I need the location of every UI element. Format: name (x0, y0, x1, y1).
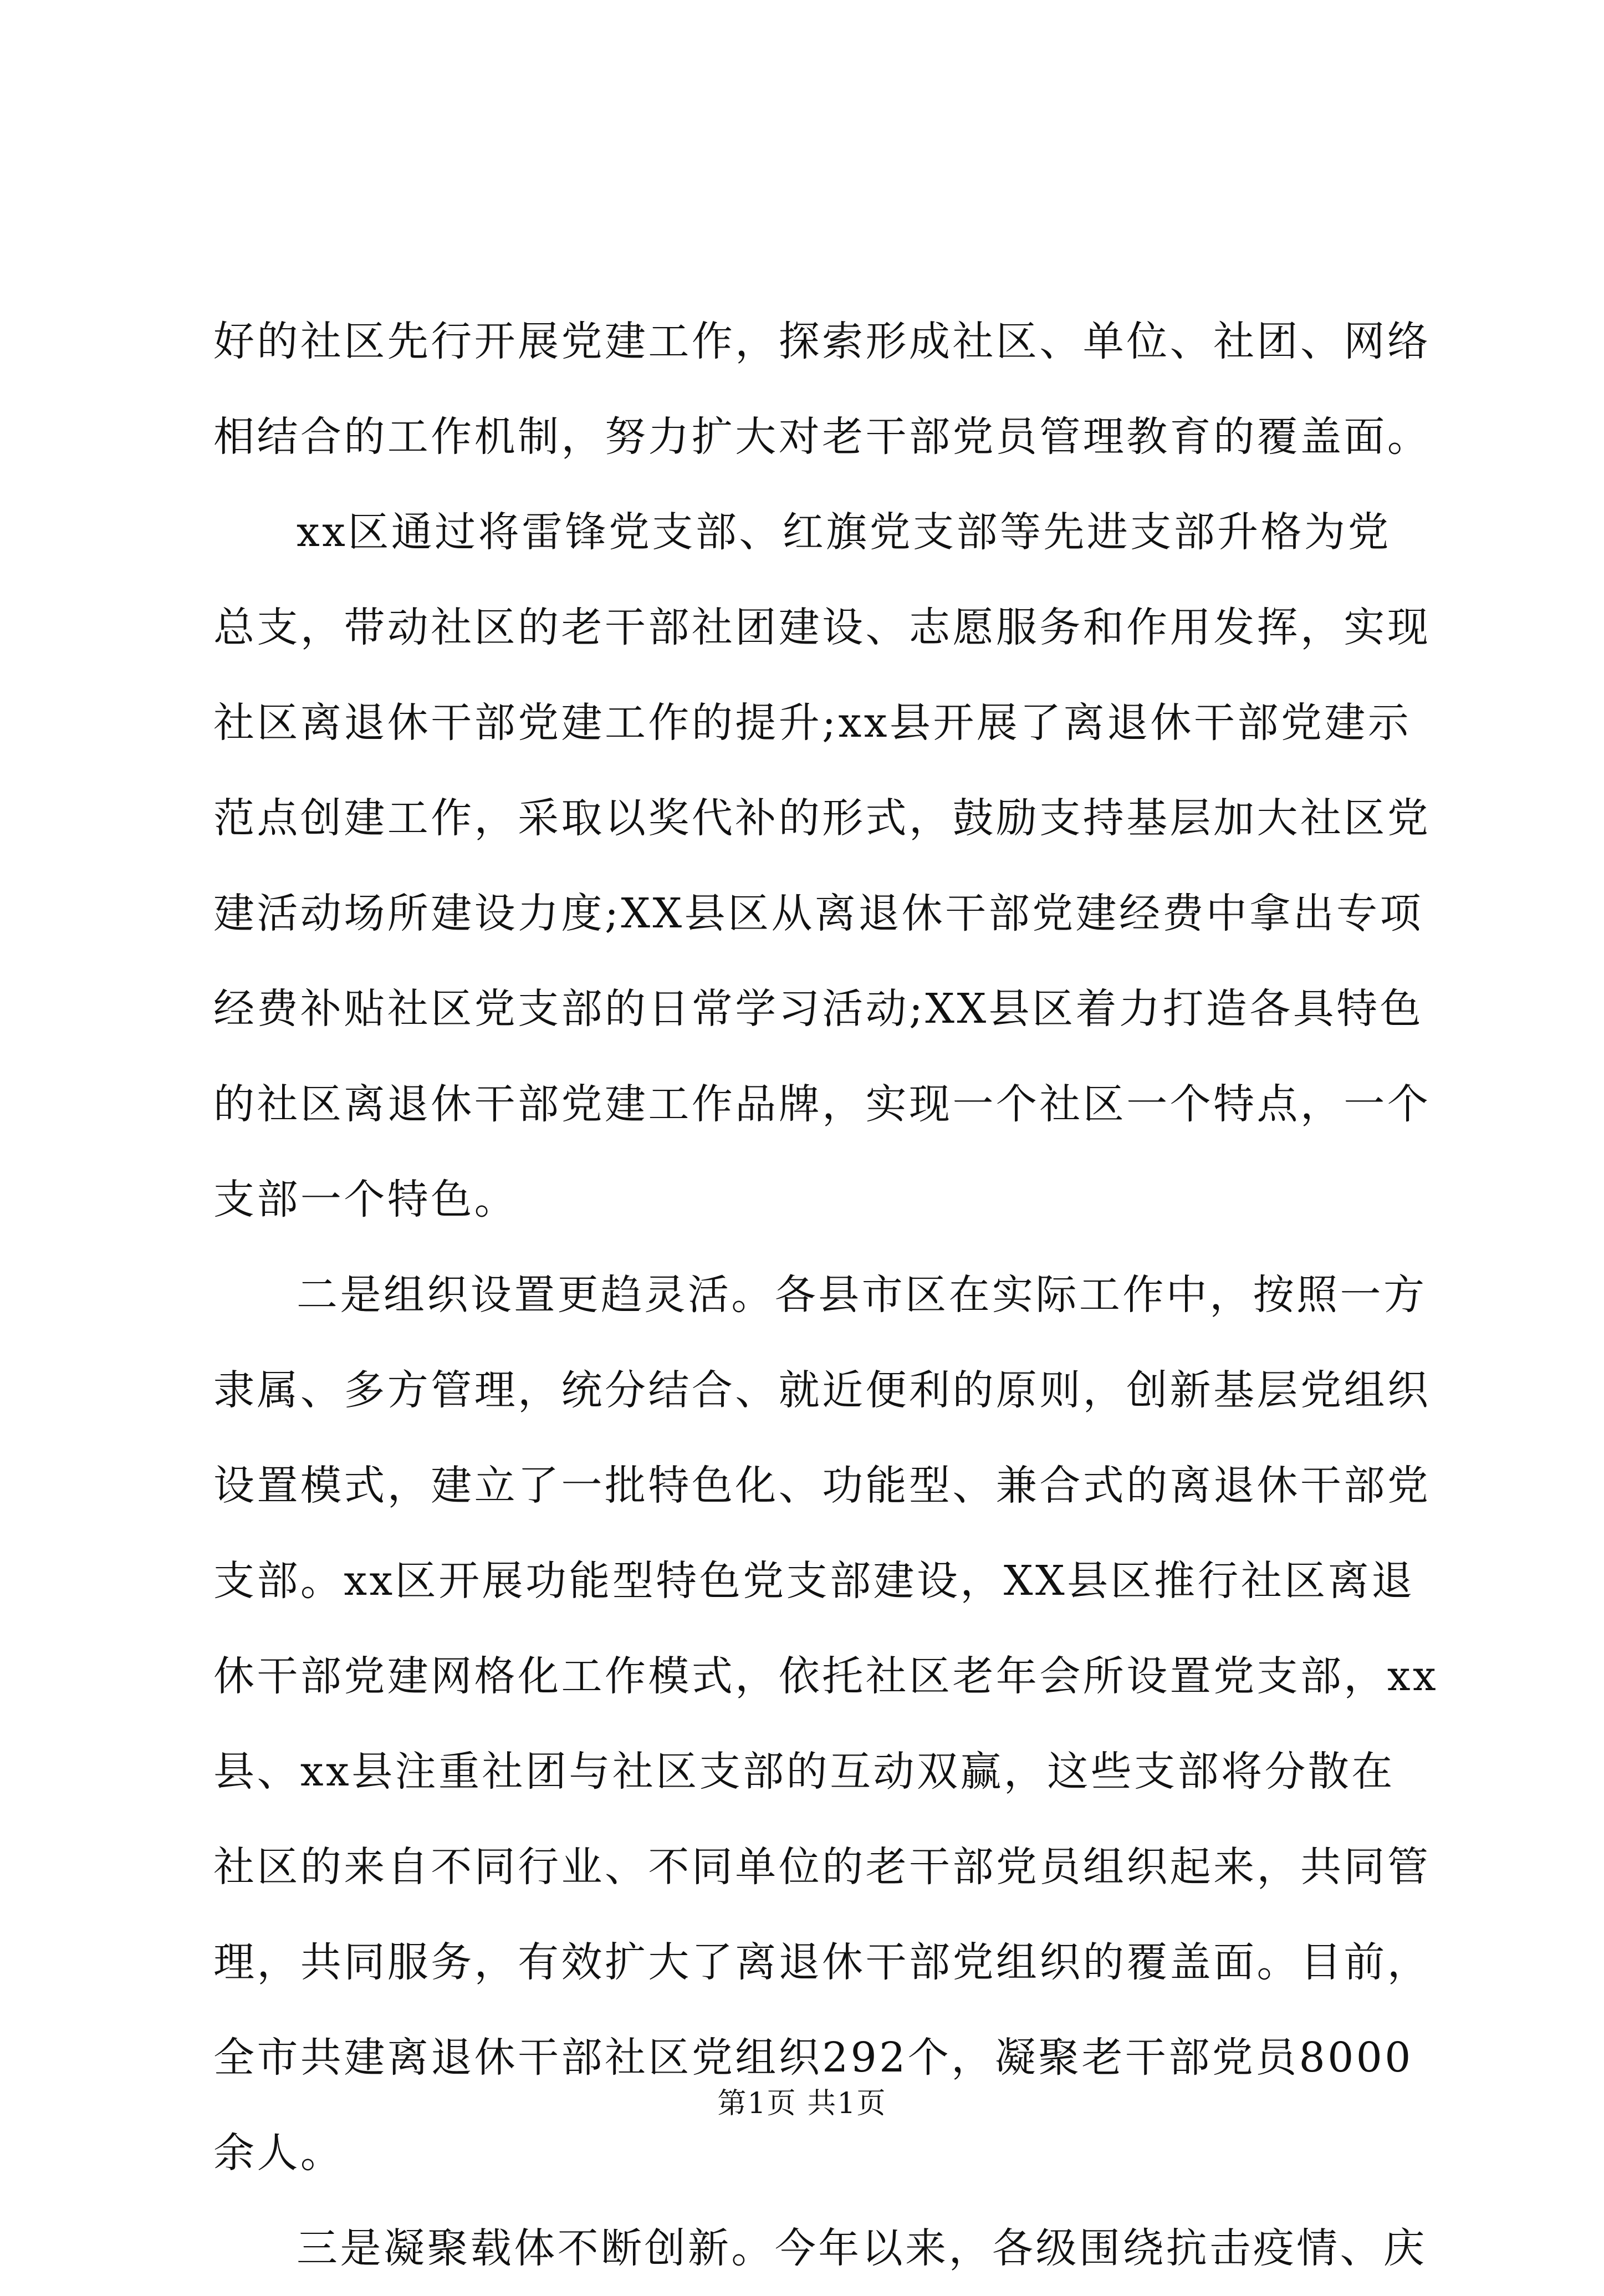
text-line: 二是组织设置更趋灵活。各县市区在实际工作中，按照一方 (297, 1271, 1427, 1319)
text-line: 的社区离退休干部党建工作品牌，实现一个社区一个特点，一个 (213, 1080, 1431, 1128)
text-line: 社区的来自不同行业、不同单位的老干部党员组织起来，共同管 (213, 1843, 1431, 1891)
page-footer: 第1页 共1页 (717, 2087, 887, 2120)
text-line: 设置模式，建立了一批特色化、功能型、兼合式的离退休干部党 (213, 1462, 1431, 1509)
text-line: 支部。xx区开展功能型特色党支部建设，XX县区推行社区离退 (213, 1557, 1415, 1605)
text-line: 理，共同服务，有效扩大了离退休干部党组织的覆盖面。目前， (213, 1938, 1431, 1986)
text-line: 范点创建工作，采取以奖代补的形式，鼓励支持基层加大社区党 (213, 794, 1431, 842)
text-line: 隶属、多方管理，统分结合、就近便利的原则，创新基层党组织 (213, 1366, 1431, 1414)
text-line: 总支，带动社区的老干部社团建设、志愿服务和作用发挥，实现 (213, 604, 1431, 651)
text-line: 支部一个特色。 (213, 1176, 518, 1223)
text-line: 经费补贴社区党支部的日常学习活动;XX县区着力打造各具特色 (213, 985, 1424, 1033)
document-body (213, 294, 1439, 2296)
text-line: 社区离退休干部党建工作的提升;xx县开展了离退休干部党建示 (213, 699, 1412, 747)
text-line: xx区通过将雷锋党支部、红旗党支部等先进支部升格为党 (297, 508, 1391, 556)
text-line: 休干部党建网格化工作模式，依托社区老年会所设置党支部，xx (213, 1652, 1439, 1700)
text-line: 好的社区先行开展党建工作，探索形成社区、单位、社团、网络 (213, 318, 1431, 365)
text-line: 县、xx县注重社团与社区支部的互动双赢，这些支部将分散在 (213, 1748, 1395, 1795)
text-line: 全市共建离退休干部社区党组织292个，凝聚老干部党员8000 (213, 2034, 1413, 2081)
text-line: 建活动场所建设力度;XX县区从离退休干部党建经费中拿出专项 (213, 890, 1424, 937)
text-line: 余人。 (213, 2129, 344, 2177)
text-line: 三是凝聚载体不断创新。今年以来，各级围绕抗击疫情、庆 (297, 2224, 1427, 2272)
text-line: 相结合的工作机制，努力扩大对老干部党员管理教育的覆盖面。 (213, 413, 1431, 461)
